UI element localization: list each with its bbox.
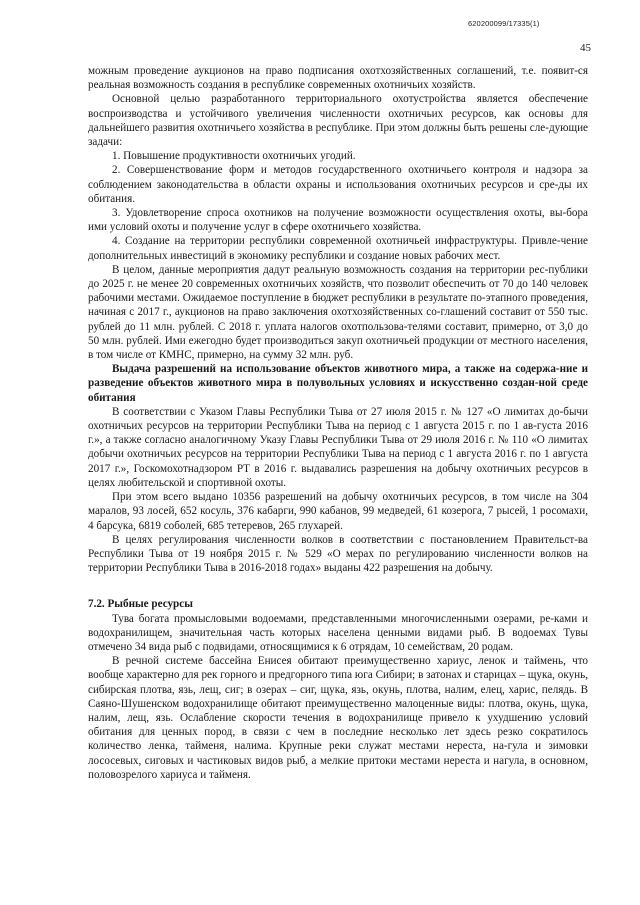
task-item-3: 3. Удовлетворение спроса охотников на получение возможности осуществления охоты, вы-бора ими условий охоты и получение услуг в сфере охотничьего хозяйства. xyxy=(88,207,588,234)
paragraph-decrees: В соответствии с Указом Главы Республики Тыва от 27 июля 2015 г. № 127 «О лимитах до-бычи охотничьих ресурсов на территории Республики Тыва на период с 1 августа 2015 г. по 1 ав-густа 2016 г.», а также согласно аналогичному Указу Главы Республики Тыва от 29 июля 2016 г. № 110 «О лимитах добычи охотничьих ресурсов на территории Республики Тыва на период с 1 августа 2016 г. по 1 августа 2017 г.», Госкомохотнадзором РТ в 2016 г. выдавались разрешения на добычу охотничьих ресурсов в целях любительской и спортивной охоты. xyxy=(88,405,588,489)
paragraph-outcomes: В целом, данные мероприятия дадут реальную возможность создания на территории рес-публики до 2025 г. не менее 20 современных охотничьих хозяйств, что позволит обеспечить от 70 до 140 человек рабочими местами. Ожидаемое поступление в бюджет республики в результате по-этапного проведения, начиная с 2017 г., аукционов на право заключения охотхозяйственных со-глашений составит от 550 тыс. рублей до 11 млн. рублей. С 2018 г. уплата налогов охотпользова-телями составит, примерно, от 3,0 до 50 млн. рублей. Ими ежегодно будет производиться закуп охотничьей продукции от местного населения, в том числе от КМНС, примерно, на сумму 32 млн. руб. xyxy=(88,263,588,362)
section-heading-permits: Выдача разрешений на использование объектов животного мира, а также на содержа-ние и разведение объектов животного мира в полувольных условиях и искусственно создан-ной среде обитания xyxy=(88,363,588,404)
paragraph-permits-issued: При этом всего выдано 10356 разрешений на добычу охотничьих ресурсов, в том числе на 304 маралов, 93 лосей, 652 косуль, 376 кабарги, 990 кабанов, 99 медведей, 61 козерога, 7 рысей, 1 росомахи, 4 барсука, 6819 соболей, 685 тетеревов, 265 глухарей. xyxy=(88,491,588,532)
document-body xyxy=(88,64,588,782)
subsection-heading-fish: 7.2. Рыбные ресурсы xyxy=(88,598,193,611)
paragraph-fish-overview: Тува богата промысловыми водоемами, представленными многочисленными озерами, ре-ками и водохранилищем, значительная часть которых населена ценными видами рыб. В водоемах Тувы отмечено 34 вида рыб с подвидами, относящимися к 6 отрядам, 10 семействам, 20 родам. xyxy=(88,612,588,653)
document-id: 620200099/17335(1) xyxy=(468,19,540,28)
page-number: 45 xyxy=(580,42,591,54)
task-item-1: 1. Повышение продуктивности охотничьих угодий. xyxy=(112,150,356,163)
task-item-2: 2. Совершенствование форм и методов государственного охотничьего контроля и надзора за соблюдением законодательства в области охраны и использования охотничьих ресурсов и сре-ды их обитания. xyxy=(88,164,588,205)
paragraph-fish-species: В речной системе бассейна Енисея обитают преимущественно хариус, ленок и таймень, что вообще характерно для рек горного и предгорного типа юга Сибири; в затонах и старицах – щука, окунь, сибирская плотва, язь, лещ, сиг; в озерах – сиг, щука, язь, окунь, плотва, налим, елец, харис, пелядь. В Саяно-Шушенском водохранилище обитают преимущественно малоценные виды: плотва, окунь, щука, налим, лещ, язь. Ослабление скорости течения в водохранилище привело к ухудшению условий обитания для ценных пород, в связи с чем в последние несколько лет здесь резко сократилось количество ленка, тайменя, налима. Крупные реки служат местами нереста, на-гула и зимовки лососевых, сиговых и частиковых видов рыб, а мелкие притоки местами нереста и нагула, в основном, половозрелого хариуса и тайменя. xyxy=(88,655,588,781)
task-item-4: 4. Создание на территории республики современной охотничьей инфраструктуры. Привле-чение дополнительных инвестиций в экономику республики и создание новых рабочих мест. xyxy=(88,235,588,262)
paragraph-continuation: можным проведение аукционов на право подписания охотхозяйственных соглашений, т.е. появит-ся реальная возможность создания в республике современных охотничьих хозяйств. xyxy=(88,65,588,92)
paragraph-wolves: В целях регулирования численности волков в соответствии с постановлением Правительст-ва Республики Тыва от 19 ноября 2015 г. № 529 «О мерах по регулированию численности волков на территории Республики Тыва в 2016-2018 годах» выданы 422 разрешения на добычу. xyxy=(88,533,588,575)
paragraph-main-goal: Основной целью разработанного территориального охотустройства является обеспечение воспроизводства и устойчивого увеличения численности охотничьих ресурсов, как основы для дальнейшего развития охотничьего хозяйства в республике. При этом должны быть решены сле-дующие задачи: xyxy=(88,93,588,149)
